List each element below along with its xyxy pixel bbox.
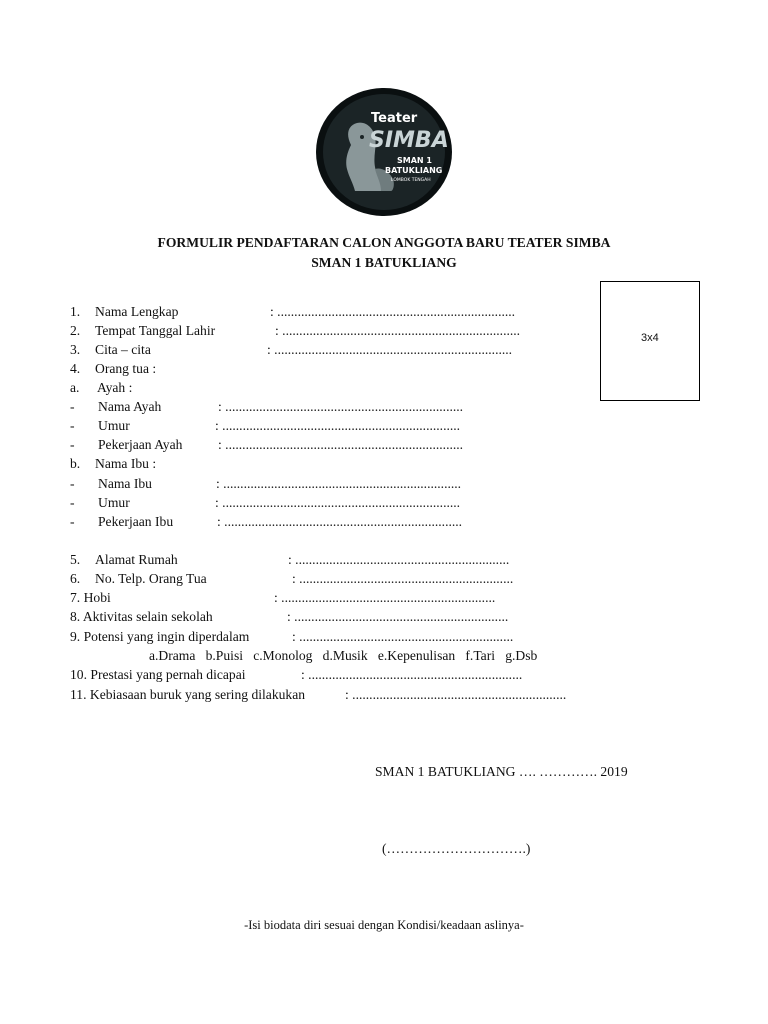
field-number: 4. [70, 361, 81, 376]
field-number: b. [70, 456, 81, 471]
signature-line: (………………………….) [382, 841, 531, 856]
field-number: - [70, 418, 75, 433]
field-fill[interactable]: : ...................................................................... [218, 437, 464, 452]
field-fill[interactable]: : ...................................................................... [270, 304, 516, 319]
field-label: Nama Lengkap [95, 304, 179, 319]
field-fill[interactable]: : ...................................................................... [216, 476, 462, 491]
teater-simba-logo [315, 87, 453, 217]
field-label: Umur [98, 495, 130, 510]
field-label: No. Telp. Orang Tua [95, 571, 207, 586]
field-label: Alamat Rumah [95, 552, 178, 567]
field-number: a. [70, 380, 80, 395]
field-number: - [70, 495, 75, 510]
field-fill[interactable]: : ............................................................... [274, 590, 496, 605]
field-label: Pekerjaan Ayah [98, 437, 183, 452]
place-date: SMAN 1 BATUKLIANG …. …………. 2019 [375, 764, 628, 779]
field-label: Orang tua : [95, 361, 157, 376]
logo-text-town: BATUKLIANG [385, 166, 443, 175]
field-label: 8. Aktivitas selain sekolah [70, 609, 213, 624]
field-label: Umur [98, 418, 130, 433]
field-fill[interactable]: : ............................................................... [301, 667, 523, 682]
field-fill[interactable]: : ............................................................... [287, 609, 509, 624]
field-label: Pekerjaan Ibu [98, 514, 174, 529]
field-fill[interactable]: : ............................................................... [292, 629, 514, 644]
field-fill[interactable]: : ...................................................................... [218, 399, 464, 414]
field-number: - [70, 514, 75, 529]
field-number: 6. [70, 571, 81, 586]
field-number: 1. [70, 304, 81, 319]
field-label: 10. Prestasi yang pernah dicapai [70, 667, 246, 682]
field-label: Tempat Tanggal Lahir [95, 323, 216, 338]
photo-box [600, 281, 700, 401]
logo-text-school: SMAN 1 [397, 156, 432, 165]
field-fill[interactable]: : ...................................................................... [215, 418, 461, 433]
footer-note: -Isi biodata diri sesuai dengan Kondisi/keadaan aslinya- [244, 918, 524, 932]
field-number: - [70, 399, 75, 414]
field-fill[interactable]: : ............................................................... [345, 687, 567, 702]
field-fill[interactable]: : ...................................................................... [267, 342, 513, 357]
form-title-line2: SMAN 1 BATUKLIANG [311, 255, 457, 270]
field-label: Nama Ibu : [95, 456, 157, 471]
field-label: 7. Hobi [70, 590, 111, 605]
field-number: 2. [70, 323, 81, 338]
logo-text-name: SIMBA [369, 128, 449, 153]
field-fill[interactable]: : ...................................................................... [215, 495, 461, 510]
field-fill[interactable]: : ...................................................................... [217, 514, 463, 529]
field-fill[interactable]: : ............................................................... [288, 552, 510, 567]
logo-text-region: LOMBOK TENGAH [391, 178, 431, 183]
field-label: Ayah : [97, 380, 133, 395]
field-label: Nama Ibu [98, 476, 152, 491]
field-number: 3. [70, 342, 81, 357]
field-number: 5. [70, 552, 81, 567]
form-title-line1: FORMULIR PENDAFTARAN CALON ANGGOTA BARU TEATER SIMBA [157, 235, 611, 250]
field-label: Nama Ayah [98, 399, 162, 414]
field-number: - [70, 437, 75, 452]
field-label: Cita – cita [95, 342, 151, 357]
logo-text-top: Teater [371, 111, 418, 126]
field-fill[interactable]: : ...................................................................... [275, 323, 521, 338]
field-number: - [70, 476, 75, 491]
photo-box-label: 3x4 [641, 332, 659, 344]
potensi-options: a.Drama b.Puisi c.Monolog d.Musik e.Kepenulisan f.Tari g.Dsb [149, 648, 538, 663]
field-label: 11. Kebiasaan buruk yang sering dilakukan [70, 687, 306, 702]
field-fill[interactable]: : ............................................................... [292, 571, 514, 586]
field-label: 9. Potensi yang ingin diperdalam [70, 629, 250, 644]
